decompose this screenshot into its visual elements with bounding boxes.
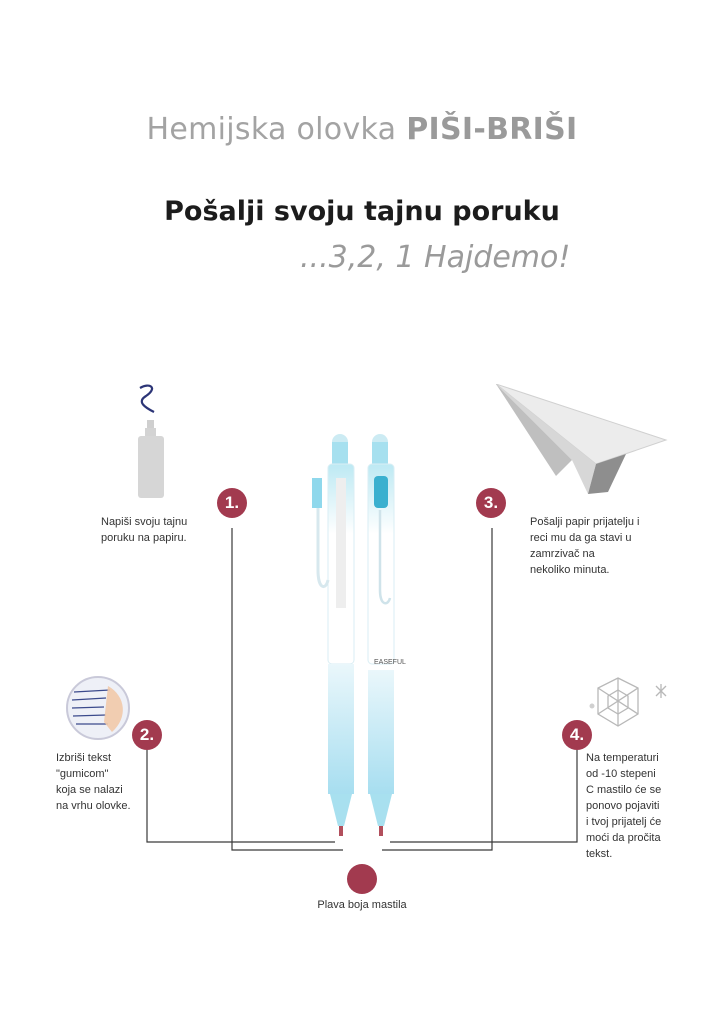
step-2-badge: 2.: [132, 720, 162, 750]
pen-brand-label: EASEFUL: [374, 659, 406, 666]
snowflake-icon: [586, 672, 672, 734]
paper-plane-icon: [496, 384, 668, 498]
ink-bottle-icon: [126, 382, 170, 500]
erasable-pens-image: [296, 430, 412, 850]
step-2-description: Izbriši tekst "gumicom" koja se nalazi na vrhu olovke.: [56, 752, 131, 812]
step-1-description: Napiši svoju tajnu poruku na papiru.: [101, 516, 188, 544]
step-3-description: Pošalji papir prijatelju i reci mu da ga stavi u zamrzivač na nekoliko minuta.: [530, 516, 640, 576]
headline: Pošalji svoju tajnu poruku: [164, 196, 560, 227]
step-3-badge: 3.: [476, 488, 506, 518]
step-4-description: Na temperaturi od -10 stepeni C mastilo će se ponovo pojaviti i tvoj prijatelj će moći da pročita tekst.: [586, 752, 662, 860]
ink-color-label: Plava boja mastila: [317, 899, 407, 911]
magnifier-erased-text-icon: [64, 674, 132, 742]
step-4-badge: 4.: [562, 720, 592, 750]
step-1-badge: 1.: [217, 488, 247, 518]
ink-color-swatch: [347, 864, 377, 894]
page-title: Hemijska olovka PIŠI-BRIŠI: [146, 112, 578, 147]
subline: ...3,2, 1 Hajdemo!: [300, 240, 571, 275]
